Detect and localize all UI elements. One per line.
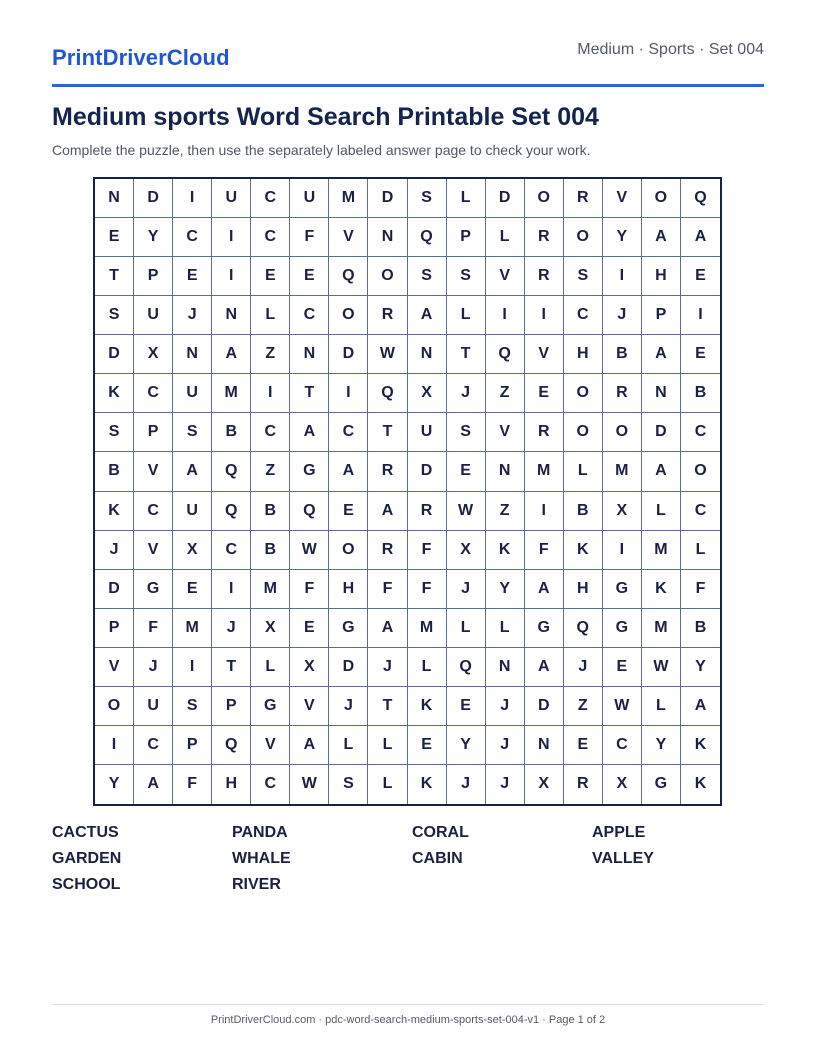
grid-cell: L <box>368 726 407 765</box>
grid-cell: A <box>134 765 173 804</box>
grid-cell: J <box>447 374 486 413</box>
grid-cell: L <box>368 765 407 804</box>
grid-cell: S <box>173 687 212 726</box>
grid-cell: W <box>368 335 407 374</box>
grid-cell: Q <box>368 374 407 413</box>
grid-cell: F <box>368 570 407 609</box>
grid-cell: T <box>368 413 407 452</box>
grid-cell: C <box>251 413 290 452</box>
grid-cell: R <box>368 452 407 491</box>
grid-cell: N <box>368 218 407 257</box>
grid-cell: F <box>408 531 447 570</box>
grid-cell: N <box>95 179 134 218</box>
grid-cell: N <box>525 726 564 765</box>
grid-cell: Q <box>212 726 251 765</box>
grid-cell: M <box>173 609 212 648</box>
grid-cell: S <box>408 179 447 218</box>
grid-cell: P <box>642 296 681 335</box>
grid-cell: B <box>251 492 290 531</box>
grid-cell: L <box>564 452 603 491</box>
grid-cell: E <box>447 687 486 726</box>
grid-cell: T <box>447 335 486 374</box>
grid-cell: M <box>408 609 447 648</box>
grid-cell: F <box>290 218 329 257</box>
grid-cell: N <box>408 335 447 374</box>
grid-cell: Z <box>251 452 290 491</box>
grid-cell: F <box>408 570 447 609</box>
grid-cell: O <box>681 452 720 491</box>
grid-cell: I <box>486 296 525 335</box>
grid-cell: M <box>642 609 681 648</box>
grid-cell: O <box>95 687 134 726</box>
grid-cell: T <box>95 257 134 296</box>
grid-cell: E <box>408 726 447 765</box>
grid-cell: H <box>329 570 368 609</box>
grid-cell: R <box>525 218 564 257</box>
grid-cell: Y <box>95 765 134 804</box>
grid-cell: E <box>95 218 134 257</box>
grid-cell: E <box>447 452 486 491</box>
grid-cell: E <box>290 257 329 296</box>
grid-cell: C <box>564 296 603 335</box>
grid-cell: D <box>329 648 368 687</box>
grid-cell: O <box>329 296 368 335</box>
grid-cell: I <box>251 374 290 413</box>
grid-cell: A <box>642 452 681 491</box>
grid-cell: A <box>642 218 681 257</box>
grid-cell: S <box>564 257 603 296</box>
grid-cell: M <box>251 570 290 609</box>
grid-cell: Q <box>212 452 251 491</box>
grid-cell: X <box>603 492 642 531</box>
grid-cell: D <box>95 570 134 609</box>
grid-cell: I <box>603 531 642 570</box>
grid-cell: C <box>134 492 173 531</box>
grid-cell: X <box>290 648 329 687</box>
grid-cell: V <box>251 726 290 765</box>
breadcrumb: Medium · Sports · Set 004 <box>577 41 764 58</box>
grid-cell: O <box>368 257 407 296</box>
word-list-item: CACTUS <box>52 824 119 841</box>
grid-cell: L <box>642 687 681 726</box>
page-footer: PrintDriverCloud.com · pdc-word-search-medium-sports-set-004-v1 · Page 1 of 2 <box>210 1014 606 1026</box>
grid-cell: C <box>681 413 720 452</box>
grid-cell: N <box>173 335 212 374</box>
grid-cell: G <box>251 687 290 726</box>
grid-cell: T <box>368 687 407 726</box>
grid-cell: J <box>447 570 486 609</box>
grid-cell: G <box>642 765 681 804</box>
grid-cell: U <box>290 179 329 218</box>
grid-cell: A <box>368 609 407 648</box>
grid-cell: C <box>290 296 329 335</box>
grid-cell: C <box>329 413 368 452</box>
grid-cell: J <box>447 765 486 804</box>
grid-cell: O <box>603 413 642 452</box>
grid-cell: M <box>642 531 681 570</box>
site-logo: PrintDriverCloud <box>52 45 230 70</box>
grid-cell: S <box>447 257 486 296</box>
grid-cell: S <box>95 296 134 335</box>
grid-cell: Q <box>564 609 603 648</box>
grid-cell: K <box>486 531 525 570</box>
grid-cell: I <box>681 296 720 335</box>
grid-cell: L <box>251 648 290 687</box>
grid-cell: H <box>642 257 681 296</box>
grid-cell: T <box>212 648 251 687</box>
grid-cell: W <box>290 765 329 804</box>
grid-cell: X <box>525 765 564 804</box>
grid-cell: W <box>642 648 681 687</box>
page-title: Medium sports Word Search Printable Set 004 <box>52 103 599 131</box>
grid-cell: I <box>212 570 251 609</box>
grid-cell: P <box>447 218 486 257</box>
grid-cell: K <box>408 765 447 804</box>
grid-cell: Q <box>329 257 368 296</box>
grid-cell: D <box>95 335 134 374</box>
grid-cell: H <box>564 335 603 374</box>
grid-cell: K <box>95 492 134 531</box>
grid-cell: R <box>525 413 564 452</box>
grid-cell: D <box>329 335 368 374</box>
grid-cell: E <box>173 257 212 296</box>
grid-cell: K <box>408 687 447 726</box>
grid-cell: L <box>486 218 525 257</box>
grid-cell: A <box>173 452 212 491</box>
grid-cell: L <box>447 296 486 335</box>
grid-cell: G <box>290 452 329 491</box>
grid-cell: R <box>368 296 407 335</box>
grid-cell: M <box>329 179 368 218</box>
grid-cell: L <box>447 609 486 648</box>
grid-cell: A <box>408 296 447 335</box>
grid-cell: A <box>368 492 407 531</box>
grid-cell: T <box>290 374 329 413</box>
grid-cell: F <box>525 531 564 570</box>
grid-cell: O <box>564 218 603 257</box>
grid-cell: S <box>329 765 368 804</box>
grid-cell: N <box>290 335 329 374</box>
word-list-item: APPLE <box>592 824 646 841</box>
grid-cell: B <box>564 492 603 531</box>
grid-cell: V <box>603 179 642 218</box>
word-list-item: GARDEN <box>52 850 122 867</box>
grid-cell: Q <box>408 218 447 257</box>
grid-cell: I <box>173 179 212 218</box>
grid-cell: G <box>329 609 368 648</box>
grid-cell: I <box>173 648 212 687</box>
grid-cell: E <box>681 257 720 296</box>
grid-cell: F <box>681 570 720 609</box>
grid-cell: C <box>251 218 290 257</box>
word-list-item: RIVER <box>232 876 281 893</box>
grid-cell: O <box>564 413 603 452</box>
grid-cell: W <box>290 531 329 570</box>
grid-cell: L <box>408 648 447 687</box>
grid-cell: E <box>290 609 329 648</box>
grid-cell: J <box>486 687 525 726</box>
grid-cell: E <box>251 257 290 296</box>
grid-cell: R <box>368 531 407 570</box>
grid-cell: L <box>486 609 525 648</box>
grid-cell: W <box>447 492 486 531</box>
grid-cell: D <box>486 179 525 218</box>
word-list-item: SCHOOL <box>52 876 121 893</box>
grid-cell: R <box>564 179 603 218</box>
grid-cell: K <box>681 726 720 765</box>
grid-cell: M <box>525 452 564 491</box>
grid-cell: Y <box>603 218 642 257</box>
grid-cell: F <box>173 765 212 804</box>
grid-cell: X <box>251 609 290 648</box>
word-list-item: CORAL <box>412 824 469 841</box>
grid-cell: L <box>642 492 681 531</box>
grid-cell: B <box>251 531 290 570</box>
grid-cell: L <box>251 296 290 335</box>
grid-cell: O <box>329 531 368 570</box>
grid-cell: Q <box>486 335 525 374</box>
grid-cell: V <box>486 413 525 452</box>
page-subtitle: Complete the puzzle, then use the separately labeled answer page to check your work. <box>52 142 591 158</box>
grid-cell: O <box>564 374 603 413</box>
grid-cell: S <box>173 413 212 452</box>
word-list-item: CABIN <box>412 850 463 867</box>
grid-cell: A <box>525 570 564 609</box>
grid-cell: B <box>603 335 642 374</box>
grid-cell: N <box>212 296 251 335</box>
grid-cell: U <box>134 687 173 726</box>
grid-cell: I <box>212 218 251 257</box>
grid-cell: K <box>694 775 707 793</box>
grid-cell: U <box>173 492 212 531</box>
grid-cell: E <box>603 648 642 687</box>
grid-cell: Q <box>290 492 329 531</box>
grid-cell: C <box>603 726 642 765</box>
grid-cell: R <box>525 257 564 296</box>
grid-cell: X <box>447 531 486 570</box>
grid-cell: J <box>173 296 212 335</box>
grid-cell: U <box>212 179 251 218</box>
grid-cell: O <box>525 179 564 218</box>
grid-cell: U <box>134 296 173 335</box>
grid-cell: P <box>134 257 173 296</box>
word-list-item: VALLEY <box>592 850 654 867</box>
grid-cell: J <box>329 687 368 726</box>
grid-cell: J <box>368 648 407 687</box>
grid-cell: U <box>408 413 447 452</box>
grid-cell: A <box>525 648 564 687</box>
grid-cell: E <box>525 374 564 413</box>
grid-cell: C <box>251 765 290 804</box>
grid-cell: C <box>681 492 720 531</box>
grid-cell: I <box>525 492 564 531</box>
grid-cell: B <box>681 609 720 648</box>
grid-cell: V <box>525 335 564 374</box>
grid-cell: V <box>290 687 329 726</box>
grid-cell: X <box>603 765 642 804</box>
grid-cell: V <box>486 257 525 296</box>
grid-cell: D <box>408 452 447 491</box>
grid-cell: J <box>564 648 603 687</box>
grid-cell: P <box>134 413 173 452</box>
grid-cell: I <box>95 726 134 765</box>
grid-cell: L <box>681 531 720 570</box>
grid-cell: I <box>212 257 251 296</box>
grid-cell: Q <box>447 648 486 687</box>
grid-cell: S <box>95 413 134 452</box>
grid-cell: I <box>525 296 564 335</box>
grid-cell: G <box>134 570 173 609</box>
grid-cell: M <box>212 374 251 413</box>
grid-cell: R <box>408 492 447 531</box>
grid-cell: D <box>525 687 564 726</box>
grid-cell: D <box>368 179 407 218</box>
grid-cell: J <box>486 726 525 765</box>
grid-cell: A <box>290 413 329 452</box>
grid-cell: J <box>212 609 251 648</box>
grid-cell: O <box>642 179 681 218</box>
grid-cell: X <box>134 335 173 374</box>
grid-cell: N <box>486 648 525 687</box>
grid-cell: G <box>525 609 564 648</box>
grid-cell: G <box>603 609 642 648</box>
grid-cell: R <box>603 374 642 413</box>
grid-cell: U <box>173 374 212 413</box>
grid-cell: I <box>603 257 642 296</box>
word-search-grid <box>93 177 722 806</box>
grid-cell: L <box>447 179 486 218</box>
grid-cell: X <box>173 531 212 570</box>
word-list-item <box>412 876 592 894</box>
grid-cell: F <box>134 609 173 648</box>
grid-cell: V <box>95 648 134 687</box>
grid-cell: C <box>212 531 251 570</box>
grid-cell: N <box>486 452 525 491</box>
grid-cell: J <box>95 531 134 570</box>
grid-cell: Z <box>486 492 525 531</box>
grid-cell: C <box>134 374 173 413</box>
grid-cell: E <box>564 726 603 765</box>
grid-cell: C <box>134 726 173 765</box>
grid-cell: C <box>251 179 290 218</box>
grid-cell: Y <box>681 648 720 687</box>
grid-cell: R <box>564 765 603 804</box>
word-list-item: PANDA <box>232 824 288 841</box>
grid-cell: E <box>681 335 720 374</box>
grid-cell: K <box>564 531 603 570</box>
grid-cell: Z <box>564 687 603 726</box>
grid-cell: P <box>95 609 134 648</box>
grid-cell: S <box>408 257 447 296</box>
word-list-item: WHALE <box>232 850 291 867</box>
grid-cell: I <box>329 374 368 413</box>
grid-cell: P <box>173 726 212 765</box>
grid-cell: Y <box>447 726 486 765</box>
grid-cell: W <box>603 687 642 726</box>
grid-cell: A <box>290 726 329 765</box>
grid-cell: Y <box>486 570 525 609</box>
grid-cell: N <box>642 374 681 413</box>
grid-cell: B <box>681 374 720 413</box>
grid-cell: A <box>329 452 368 491</box>
grid-cell: B <box>212 413 251 452</box>
grid-cell: J <box>486 765 525 804</box>
grid-cell: Z <box>251 335 290 374</box>
grid-cell: G <box>603 570 642 609</box>
grid-cell: Y <box>642 726 681 765</box>
grid-cell: D <box>134 179 173 218</box>
grid-cell: K <box>95 374 134 413</box>
grid-cell: C <box>173 218 212 257</box>
grid-cell: A <box>681 687 720 726</box>
grid-cell: V <box>134 452 173 491</box>
grid-cell: Y <box>134 218 173 257</box>
grid-cell: J <box>603 296 642 335</box>
footer-divider <box>52 1004 764 1005</box>
grid-cell: S <box>447 413 486 452</box>
grid-cell: M <box>603 452 642 491</box>
grid-cell: V <box>329 218 368 257</box>
grid-cell: Z <box>486 374 525 413</box>
grid-cell: D <box>642 413 681 452</box>
grid-cell: Q <box>212 492 251 531</box>
grid-cell: E <box>173 570 212 609</box>
grid-cell: A <box>212 335 251 374</box>
grid-cell: F <box>290 570 329 609</box>
grid-cell: P <box>212 687 251 726</box>
grid-cell: J <box>134 648 173 687</box>
page-header <box>52 38 764 87</box>
grid-cell: V <box>134 531 173 570</box>
grid-cell: H <box>212 765 251 804</box>
grid-cell: B <box>95 452 134 491</box>
word-list-item <box>592 876 772 894</box>
grid-cell: L <box>329 726 368 765</box>
grid-cell: Q <box>681 179 720 218</box>
grid-cell: H <box>564 570 603 609</box>
word-list <box>52 824 772 894</box>
grid-cell: E <box>329 492 368 531</box>
grid-cell: K <box>642 570 681 609</box>
grid-cell: X <box>408 374 447 413</box>
grid-cell: A <box>681 218 720 257</box>
grid-cell: A <box>642 335 681 374</box>
